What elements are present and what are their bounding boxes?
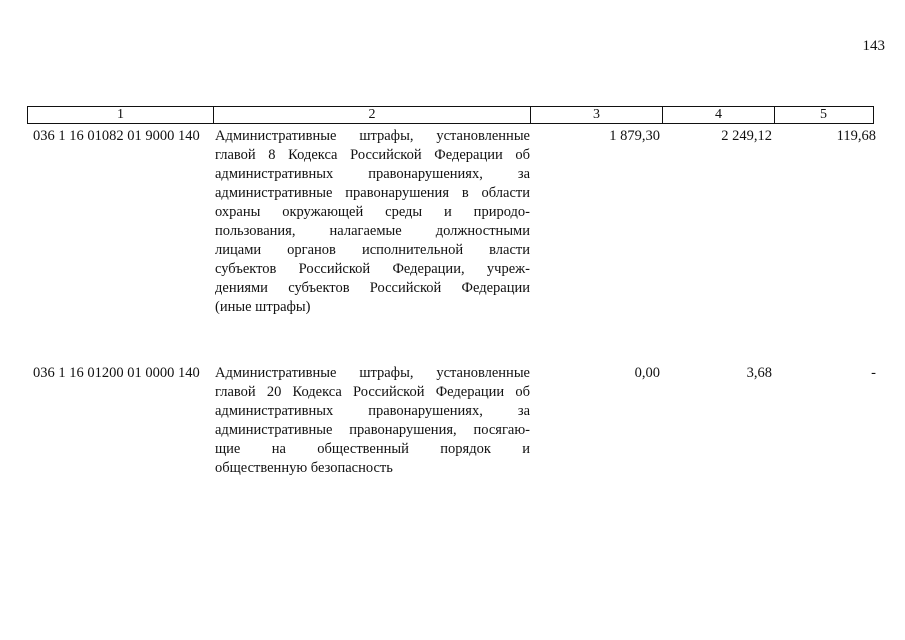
row-code: 036 1 16 01200 01 0000 140 [33, 365, 200, 381]
description-line: главой 8 Кодекса Российской Федерации об [215, 147, 530, 163]
description-line: дениями субъектов Российской Федерации [215, 280, 530, 296]
header-col-1: 1 [28, 107, 214, 123]
row-value-col-3: 1 879,30 [609, 128, 660, 144]
description-line: административные правонарушения, посягаю- [215, 422, 530, 438]
row-description [215, 364, 530, 478]
header-col-5: 5 [820, 107, 827, 122]
description-line: (иные штрафы) [215, 299, 311, 315]
description-line: Административные штрафы, установленные [215, 365, 530, 381]
page-number: 143 [862, 38, 885, 54]
description-line: Административные штрафы, установленные [215, 128, 530, 144]
description-line: щие на общественный порядок и [215, 441, 530, 457]
description-line: административных правонарушениях, за [215, 403, 530, 419]
description-line: административных правонарушениях, за [215, 166, 530, 182]
header-col-4: 4 [663, 107, 775, 123]
header-col-3: 3 [531, 107, 663, 123]
row-value-col-4: 3,68 [746, 365, 772, 381]
row-value-col-4: 2 249,12 [721, 128, 772, 144]
row-code: 036 1 16 01082 01 9000 140 [33, 128, 200, 144]
description-line: охраны окружающей среды и природо- [215, 204, 530, 220]
description-line: пользования, налагаемые должностными [215, 223, 530, 239]
row-value-col-5: 119,68 [836, 128, 876, 144]
row-description [215, 127, 530, 317]
description-line: лицами органов исполнительной власти [215, 242, 530, 258]
description-line: главой 20 Кодекса Российской Федерации об [215, 384, 530, 400]
description-line: общественную безопасность [215, 460, 393, 476]
row-value-col-3: 0,00 [634, 365, 660, 381]
row-value-col-5: - [871, 365, 876, 381]
description-line: субъектов Российской Федерации, учреж- [215, 261, 530, 277]
header-col-2: 2 [214, 107, 531, 123]
description-line: административные правонарушения в области [215, 185, 530, 201]
table-header [27, 106, 874, 124]
